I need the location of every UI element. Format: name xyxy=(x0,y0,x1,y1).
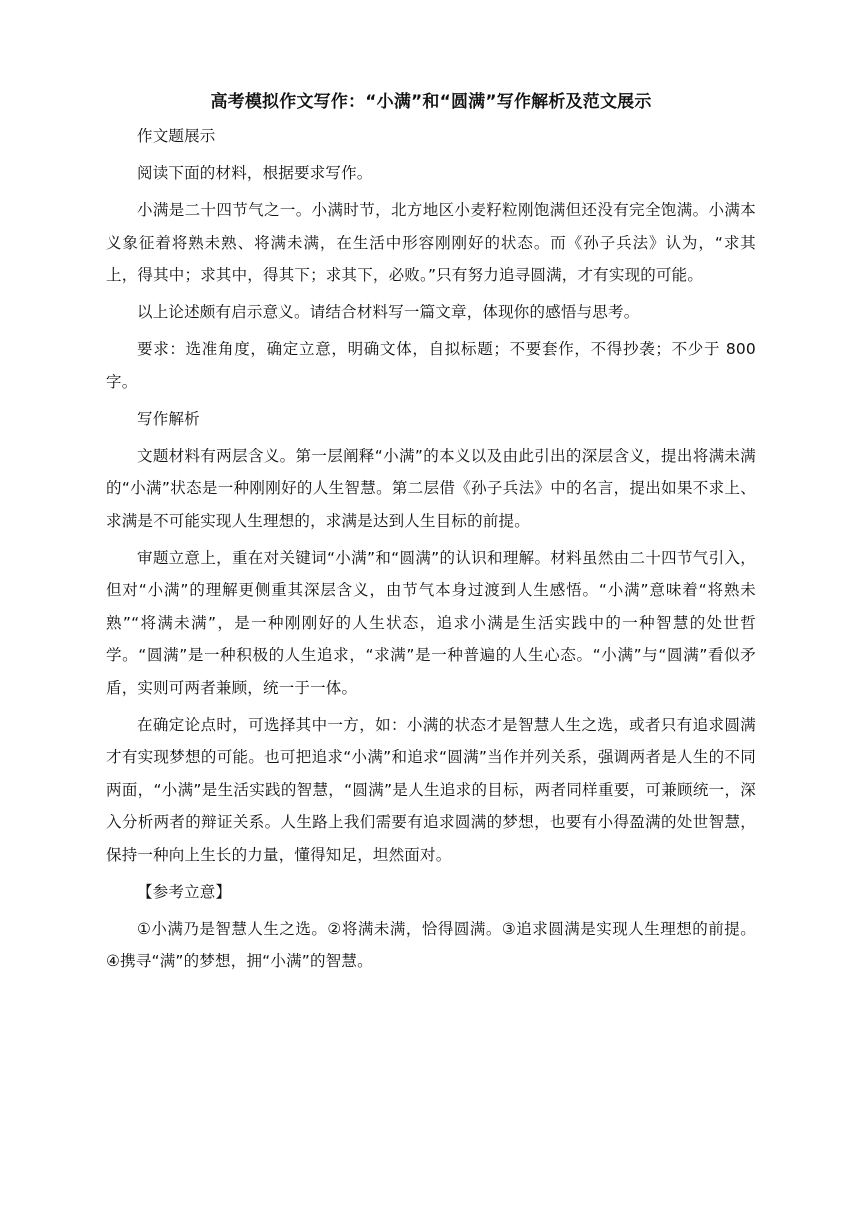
paragraph-reference-ideas: ①小满乃是智慧人生之选。②将满未满，恰得圆满。③追求圆满是实现人生理想的前提。④携寻“满”的梦想，拥“小满”的智慧。 xyxy=(106,919,756,970)
section-heading-analysis: 写作解析 xyxy=(137,409,200,428)
section-heading-prompt: 作文题展示 xyxy=(137,127,216,145)
paragraph-task: 以上论述颇有启示意义。请结合材料写一篇文章，体现你的感悟与思考。 xyxy=(137,303,640,321)
paragraph-analysis-3: 在确定论点时，可选择其中一方，如：小满的状态才是智慧人生之选，或者只有追求圆满才有实现梦想的可能。也可把追求“小满”和追求“圆满”当作并列关系，强调两者是人生的不同两面，“小满”是生活实践的智慧，“圆满”是人生追求的目标，两者同样重要，可兼顾统一，深入分析两者的辩证关系。人生路上我们需要有追求圆满的梦想，也要有小得盈满的处世智慧，保持一种向上生长的力量，懂得知足，坦然面对。 xyxy=(106,715,756,864)
paragraph-instruction: 阅读下面的材料，根据要求写作。 xyxy=(137,164,373,182)
document-title: 高考模拟作文写作：“小满”和“圆满”写作解析及范文展示 xyxy=(210,92,652,112)
section-heading-reference: 【参考立意】 xyxy=(137,882,232,901)
paragraph-analysis-2: 审题立意上，重在对关键词“小满”和“圆满”的认识和理解。材料虽然由二十四节气引入，但对“小满”的理解更侧重其深层含义，由节气本身过渡到人生感悟。“小满”意味着“将熟未熟”“将满未满”，是一种刚刚好的人生状态，追求小满是生活实践中的一种智慧的处世哲学。“圆满”是一种积极的人生追求，“求满”是一种普遍的人生心态。“小满”与“圆满”看似矛盾，实则可两者兼顾，统一于一体。 xyxy=(106,548,756,697)
paragraph-material: 小满是二十四节气之一。小满时节，北方地区小麦籽粒刚饱满但还没有完全饱满。小满本义象征着将熟未熟、将满未满，在生活中形容刚刚好的状态。而《孙子兵法》认为，“求其上，得其中；求其中，得其下；求其下，必败。”只有努力追寻圆满，才有实现的可能。 xyxy=(106,201,756,284)
document-page xyxy=(106,88,756,982)
paragraph-requirements: 要求：选准角度，确定立意，明确文体，自拟标题；不要套作，不得抄袭；不少于 800 字。 xyxy=(106,340,756,391)
paragraph-analysis-1: 文题材料有两层含义。第一层阐释“小满”的本义以及由此引出的深层含义，提出将满未满的“小满”状态是一种刚刚好的人生智慧。第二层借《孙子兵法》中的名言，提出如果不求上、求满是不可能实现人生理想的，求满是达到人生目标的前提。 xyxy=(106,446,756,530)
